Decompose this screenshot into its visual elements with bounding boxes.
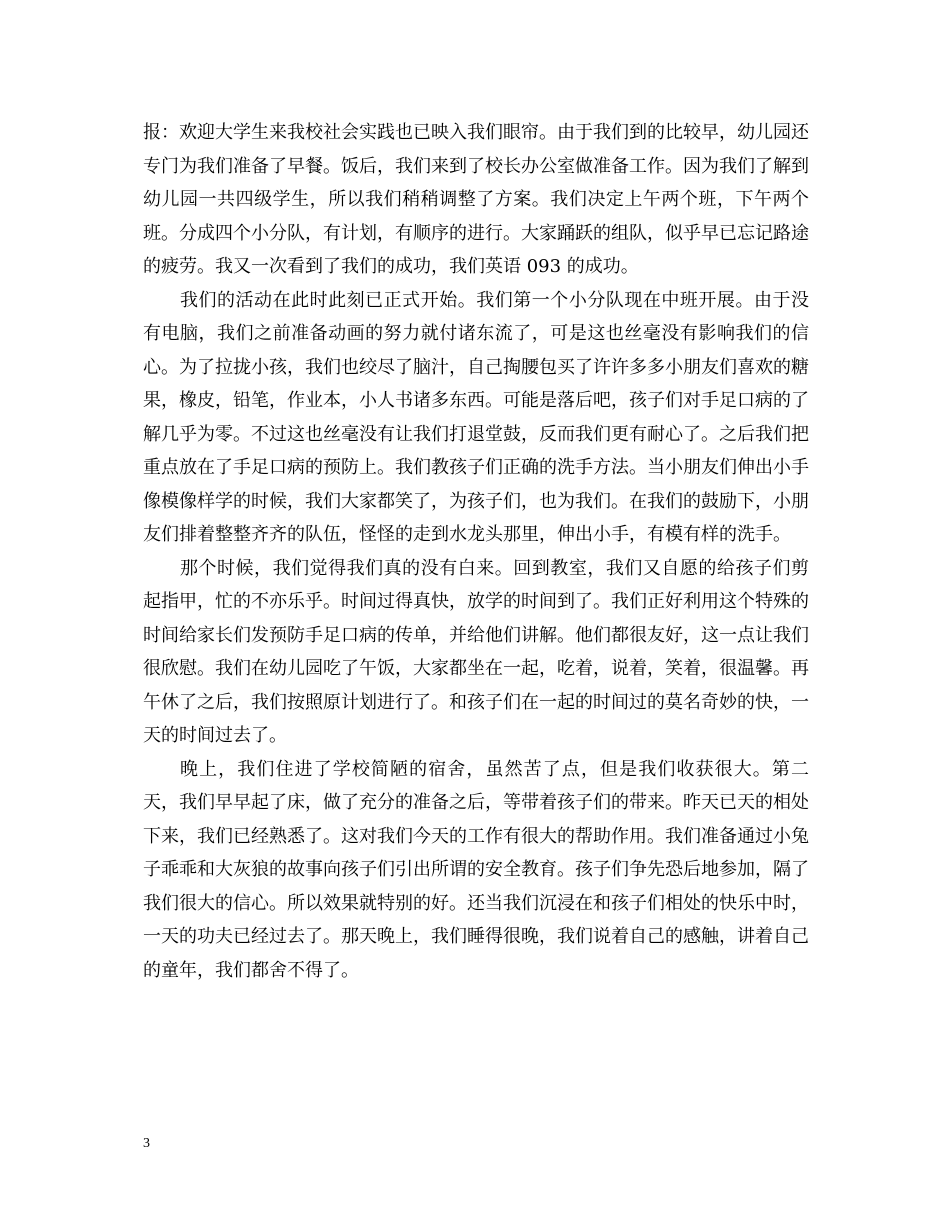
paragraph-4: 晚上，我们住进了学校简陋的宿舍，虽然苦了点，但是我们收获很大。第二天，我们早早起了床，做了充分的准备之后，等带着孩子们的带来。昨天已天的相处下来，我们已经熟悉了。这对我们今天的工作有很大的帮助作用。我们准备通过小兔子乖乖和大灰狼的故事向孩子们引出所谓的安全教育。孩子们争先恐后地参加，隔了我们很大的信心。所以效果就特别的好。还当我们沉浸在和孩子们相处的快乐中时，一天的功夫已经过去了。那天晚上，我们睡得很晚，我们说着自己的感触，讲着自己的童年，我们都舍不得了。 (143, 758, 809, 981)
paragraph-2: 我们的活动在此时此刻已正式开始。我们第一个小分队现在中班开展。由于没有电脑，我们之前准备动画的努力就付诸东流了，可是这也丝毫没有影响我们的信心。为了拉拢小孩，我们也绞尽了脑汁，自己掏腰包买了许许多多小朋友们喜欢的糖果，橡皮，铅笔，作业本，小人书诸多东西。可能是落后吧，孩子们对手足口病的了解几乎为零。不过这也丝毫没有让我们打退堂鼓，反而我们更有耐心了。之后我们把重点放在了手足口病的预防上。我们教孩子们正确的洗手方法。当小朋友们伸出小手像模像样学的时候，我们大家都笑了，为孩子们，也为我们。在我们的鼓励下，小朋友们排着整整齐齐的队伍，怪怪的走到水龙头那里，伸出小手，有模有样的洗手。 (143, 289, 809, 545)
page-number: 3 (143, 1136, 150, 1151)
paragraph-3: 那个时候，我们觉得我们真的没有白来。回到教室，我们又自愿的给孩子们剪起指甲，忙的不亦乐乎。时间过得真快，放学的时间到了。我们正好利用这个特殊的时间给家长们发预防手足口病的传单，并给他们讲解。他们都很友好，这一点让我们很欣慰。我们在幼儿园吃了午饭，大家都坐在一起，吃着，说着，笑着，很温馨。再午休了之后，我们按照原计划进行了。和孩子们在一起的时间过的莫名奇妙的快，一天的时间过去了。 (143, 557, 809, 746)
paragraph-1: 报：欢迎大学生来我校社会实践也已映入我们眼帘。由于我们到的比较早，幼儿园还专门为我们准备了早餐。饭后，我们来到了校长办公室做准备工作。因为我们了解到幼儿园一共四级学生，所以我们稍稍调整了方案。我们决定上午两个班，下午两个班。分成四个小分队，有计划，有顺序的进行。大家踊跃的组队，似乎早已忘记路途的疲劳。我又一次看到了我们的成功，我们英语 093 的成功。 (143, 122, 809, 277)
body-text (143, 116, 809, 987)
